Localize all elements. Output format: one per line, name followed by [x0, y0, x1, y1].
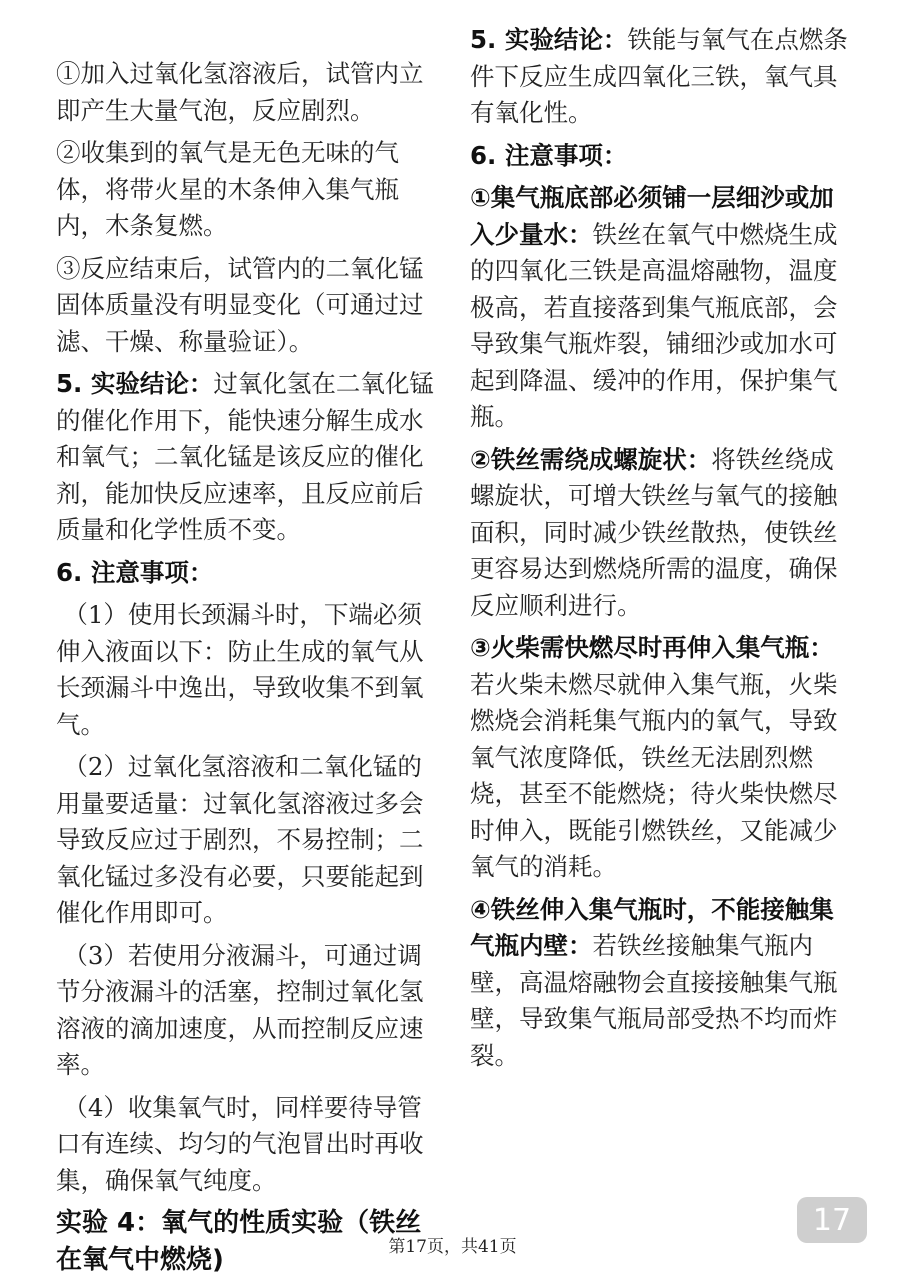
- caution-1-text: 铁丝在氧气中燃烧生成的四氧化三铁是高温熔融物，温度极高，若直接落到集气瓶底部，会导致集气瓶炸裂，铺细沙或加水可起到降温、缓冲的作用，保护集气瓶。: [470, 219, 838, 431]
- right-column: [470, 22, 850, 1080]
- caution-1-heading: ①集气瓶底部必须铺一层细沙或加入少量水：: [470, 183, 834, 249]
- page-footer: 第17页，共41页: [388, 1237, 517, 1257]
- caution-2: [470, 442, 850, 625]
- note-2: （2）过氧化氢溶液和二氧化锰的用量要适量：过氧化氢溶液过多会导致反应过于剧烈，不易控制；二氧化锰过多没有必要，只要能起到催化作用即可。: [56, 752, 424, 927]
- caution-2-heading: ②铁丝需绕成螺旋状：: [470, 444, 712, 474]
- caution-3-heading: ③火柴需快燃尽时再伸入集气瓶：: [470, 633, 834, 662]
- conclusion-heading: 5. 实验结论：: [56, 369, 214, 398]
- conclusion-heading-right: 5. 实验结论：: [470, 25, 628, 54]
- conclusion-paragraph-right: [470, 22, 850, 132]
- page-number-badge: 17: [797, 1197, 867, 1243]
- notes-heading: 6. 注意事项：: [56, 557, 214, 587]
- notes-heading-right: 6. 注意事项：: [470, 140, 628, 170]
- observation-2: ②收集到的氧气是无色无味的气体，将带火星的木条伸入集气瓶内，木条复燃。: [56, 138, 399, 240]
- caution-4-text: 若铁丝接触集气瓶内壁，高温熔融物会直接接触集气瓶壁，导致集气瓶局部受热不均而炸裂。: [470, 931, 838, 1070]
- caution-4-heading: ④铁丝伸入集气瓶时，不能接触集气瓶内壁：: [470, 894, 834, 960]
- caution-1: [470, 180, 850, 436]
- left-column: [56, 56, 436, 1284]
- caution-4: [470, 892, 850, 1075]
- caution-2-text: 将铁丝绕成螺旋状，可增大铁丝与氧气的接触面积，同时减少铁丝散热，使铁丝更容易达到燃烧所需的温度，确保反应顺利进行。: [470, 444, 838, 620]
- conclusion-text-right: 铁能与氧气在点燃条件下反应生成四氧化三铁，氧气具有氧化性。: [470, 25, 848, 127]
- observation-3: ③反应结束后，试管内的二氧化锰固体质量没有明显变化（可通过过滤、干燥、称量验证）。: [56, 253, 424, 356]
- observation-1: ①加入过氧化氢溶液后，试管内立即产生大量气泡，反应剧烈。: [56, 59, 424, 125]
- experiment-4-title: 实验 4：氧气的性质实验（铁丝在氧气中燃烧): [56, 1208, 422, 1275]
- caution-3: [470, 630, 850, 886]
- note-1: （1）使用长颈漏斗时，下端必须伸入液面以下：防止生成的氧气从长颈漏斗中逸出，导致收集不到氧气。: [56, 600, 424, 739]
- conclusion-text: 过氧化氢在二氧化锰的催化作用下，能快速分解生成水和氧气；二氧化锰是该反应的催化剂，能加快反应速率，且反应前后质量和化学性质不变。: [56, 369, 434, 544]
- conclusion-paragraph: [56, 366, 436, 549]
- note-3: （3）若使用分液漏斗，可通过调节分液漏斗的活塞，控制过氧化氢溶液的滴加速度，从而控制反应速率。: [56, 940, 424, 1079]
- note-4: （4）收集氧气时，同样要待导管口有连续、均匀的气泡冒出时再收集，确保氧气纯度。: [56, 1092, 424, 1195]
- caution-3-text: 若火柴未燃尽就伸入集气瓶，火柴燃烧会消耗集气瓶内的氧气，导致氧气浓度降低，铁丝无法剧烈燃烧，甚至不能燃烧；待火柴快燃尽时伸入，既能引燃铁丝，又能减少氧气的消耗。: [470, 669, 838, 881]
